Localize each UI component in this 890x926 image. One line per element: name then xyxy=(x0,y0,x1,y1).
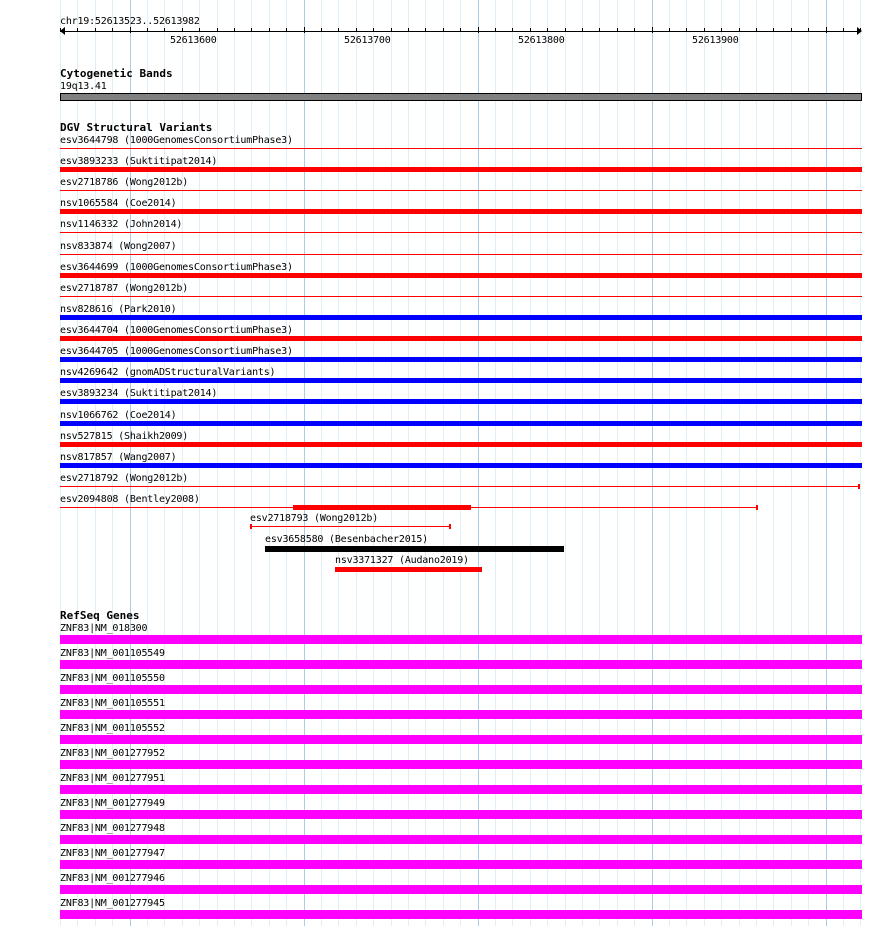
ruler-tick xyxy=(808,28,809,32)
gene-bar[interactable] xyxy=(60,735,862,744)
ruler-tick xyxy=(373,28,374,32)
ruler-tick xyxy=(199,28,200,32)
gene-bar[interactable] xyxy=(60,685,862,694)
gene-bar[interactable] xyxy=(60,785,862,794)
cytoband-bar[interactable] xyxy=(60,93,862,101)
ruler-tick xyxy=(634,28,635,32)
refseq-track-title: RefSeq Genes xyxy=(60,609,140,622)
variant-bar[interactable] xyxy=(60,486,860,487)
ruler-tick xyxy=(304,27,305,33)
ruler-tick xyxy=(791,28,792,32)
ruler-tick-label: 52613700 xyxy=(344,35,391,46)
variant-bar[interactable] xyxy=(60,254,862,255)
variant-bar[interactable] xyxy=(265,546,564,552)
ruler-tick xyxy=(686,28,687,32)
ruler-tick xyxy=(599,28,600,32)
variant-label: nsv817857 (Wang2007) xyxy=(60,452,177,463)
ruler-tick xyxy=(356,28,357,32)
ruler-tick xyxy=(321,28,322,32)
gene-bar[interactable] xyxy=(60,760,862,769)
variant-bar[interactable] xyxy=(60,273,862,278)
variant-label: esv2718792 (Wong2012b) xyxy=(60,473,189,484)
variant-bar[interactable] xyxy=(60,209,862,214)
variant-end-cap xyxy=(756,505,758,510)
gene-bar[interactable] xyxy=(60,910,862,919)
cytoband-track-title: Cytogenetic Bands xyxy=(60,67,173,80)
variant-label: esv3644704 (1000GenomesConsortiumPhase3) xyxy=(60,325,293,336)
ruler-tick xyxy=(860,28,861,32)
ruler-tick xyxy=(391,28,392,32)
variant-label: esv3893233 (Suktitipat2014) xyxy=(60,156,218,167)
variant-bar[interactable] xyxy=(60,167,862,172)
variant-bar[interactable] xyxy=(60,378,862,383)
gene-label: ZNF83|NM_001105549 xyxy=(60,648,165,659)
ruler-tick xyxy=(669,28,670,32)
ruler-tick xyxy=(460,28,461,32)
variant-bar[interactable] xyxy=(60,421,862,426)
ruler-tick xyxy=(234,28,235,32)
variant-bar[interactable] xyxy=(335,567,482,572)
ruler-tick xyxy=(565,28,566,32)
variant-label: esv2718787 (Wong2012b) xyxy=(60,283,189,294)
cytoband-label: 19q13.41 xyxy=(60,81,107,92)
variant-end-cap xyxy=(449,524,451,529)
variant-bar[interactable] xyxy=(60,148,862,149)
variant-label: nsv1066762 (Coe2014) xyxy=(60,410,177,421)
ruler-tick xyxy=(147,28,148,32)
variant-label: esv3658580 (Besenbacher2015) xyxy=(265,534,428,545)
ruler-tick xyxy=(338,28,339,32)
variant-label: nsv828616 (Park2010) xyxy=(60,304,177,315)
variant-bar[interactable] xyxy=(60,399,862,404)
variant-label: esv2718786 (Wong2012b) xyxy=(60,177,189,188)
variant-end-cap xyxy=(858,484,860,489)
gene-bar[interactable] xyxy=(60,835,862,844)
ruler-tick xyxy=(112,28,113,32)
variant-core-bar[interactable] xyxy=(293,505,471,510)
ruler-tick-label: 52613600 xyxy=(170,35,217,46)
ruler-tick xyxy=(512,28,513,32)
ruler-tick xyxy=(443,28,444,32)
variant-label: nsv1146332 (John2014) xyxy=(60,219,183,230)
ruler-tick xyxy=(60,28,61,32)
variant-bar[interactable] xyxy=(60,232,862,233)
variant-label: esv3644699 (1000GenomesConsortiumPhase3) xyxy=(60,262,293,273)
variant-bar[interactable] xyxy=(250,526,450,527)
ruler-tick xyxy=(617,28,618,32)
dgv-track-title: DGV Structural Variants xyxy=(60,121,213,134)
ruler-tick xyxy=(582,28,583,32)
gene-label: ZNF83|NM_001105552 xyxy=(60,723,165,734)
gene-bar[interactable] xyxy=(60,635,862,644)
ruler-tick xyxy=(478,27,479,33)
ruler-tick xyxy=(408,28,409,32)
variant-bar[interactable] xyxy=(60,190,862,191)
variant-label: nsv833874 (Wong2007) xyxy=(60,241,177,252)
variant-label: esv3893234 (Suktitipat2014) xyxy=(60,388,218,399)
gene-label: ZNF83|NM_001277945 xyxy=(60,898,165,909)
variant-bar[interactable] xyxy=(60,442,862,447)
variant-bar[interactable] xyxy=(60,463,862,468)
ruler-tick xyxy=(77,28,78,32)
ruler-tick xyxy=(547,28,548,32)
coordinate-range: chr19:52613523..52613982 xyxy=(60,16,200,27)
ruler-tick xyxy=(530,28,531,32)
gene-label: ZNF83|NM_001277949 xyxy=(60,798,165,809)
gene-label: ZNF83|NM_001105551 xyxy=(60,698,165,709)
ruler-tick xyxy=(721,28,722,32)
ruler-tick xyxy=(826,27,827,33)
ruler-tick xyxy=(704,28,705,32)
variant-bar[interactable] xyxy=(60,296,862,297)
ruler-tick xyxy=(425,28,426,32)
gene-label: ZNF83|NM_001277948 xyxy=(60,823,165,834)
ruler-tick-label: 52613800 xyxy=(518,35,565,46)
ruler-tick xyxy=(495,28,496,32)
variant-label: esv2718793 (Wong2012b) xyxy=(250,513,379,524)
ruler-tick xyxy=(739,28,740,32)
ruler-tick xyxy=(773,28,774,32)
gene-label: ZNF83|NM_001105550 xyxy=(60,673,165,684)
variant-end-cap xyxy=(250,524,252,529)
variant-bar[interactable] xyxy=(60,336,862,341)
gene-bar[interactable] xyxy=(60,810,862,819)
ruler-tick xyxy=(217,28,218,32)
variant-label: esv3644798 (1000GenomesConsortiumPhase3) xyxy=(60,135,293,146)
gene-label: ZNF83|NM_001277946 xyxy=(60,873,165,884)
variant-label: nsv4269642 (gnomADStructuralVariants) xyxy=(60,367,276,378)
ruler-tick xyxy=(286,28,287,32)
gene-label: ZNF83|NM_001277952 xyxy=(60,748,165,759)
ruler-tick xyxy=(251,28,252,32)
ruler-tick xyxy=(95,28,96,32)
ruler-tick xyxy=(756,28,757,32)
variant-label: esv3644705 (1000GenomesConsortiumPhase3) xyxy=(60,346,293,357)
ruler-tick xyxy=(164,28,165,32)
gene-bar[interactable] xyxy=(60,660,862,669)
ruler-tick xyxy=(843,28,844,32)
gene-label: ZNF83|NM_001277951 xyxy=(60,773,165,784)
variant-bar[interactable] xyxy=(60,357,862,362)
variant-label: nsv3371327 (Audano2019) xyxy=(335,555,469,566)
ruler-tick xyxy=(130,27,131,33)
variant-bar[interactable] xyxy=(60,315,862,320)
gene-bar[interactable] xyxy=(60,860,862,869)
ruler-tick xyxy=(182,28,183,32)
gene-label: ZNF83|NM_018300 xyxy=(60,623,148,634)
ruler-tick xyxy=(652,27,653,33)
gene-bar[interactable] xyxy=(60,710,862,719)
ruler-tick-label: 52613900 xyxy=(692,35,739,46)
variant-label: nsv1065584 (Coe2014) xyxy=(60,198,177,209)
ruler-tick xyxy=(269,28,270,32)
variant-label: nsv527815 (Shaikh2009) xyxy=(60,431,189,442)
gene-label: ZNF83|NM_001277947 xyxy=(60,848,165,859)
gene-bar[interactable] xyxy=(60,885,862,894)
variant-label: esv2094808 (Bentley2008) xyxy=(60,494,200,505)
